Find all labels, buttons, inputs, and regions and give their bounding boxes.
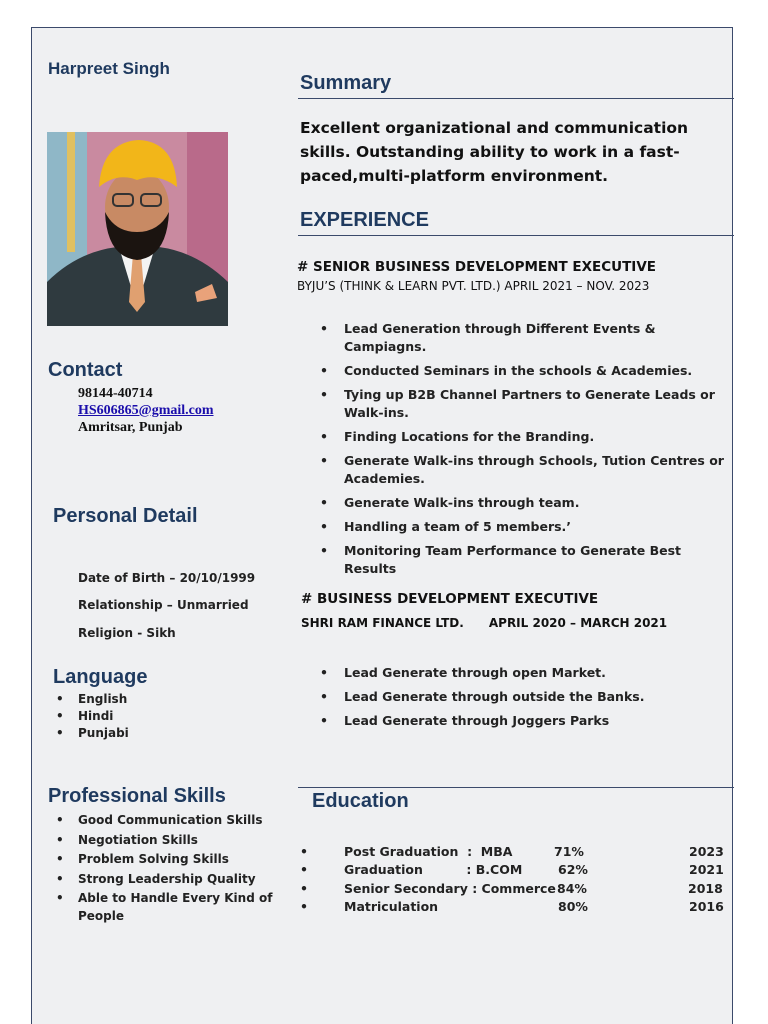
contact-heading: Contact — [48, 359, 123, 381]
skills-list — [48, 812, 278, 925]
list-item: • Strong Leadership Quality — [48, 871, 278, 889]
list-item: • Good Communication Skills — [48, 812, 278, 830]
education-year: 2016 — [689, 899, 724, 914]
language-list — [48, 691, 129, 742]
job-company: BYJU’S (THINK & LEARN PVT. LTD.) APRIL 2021 – NOV. 2023 — [297, 279, 650, 293]
list-item: • Generate Walk-ins through team. — [300, 494, 730, 512]
list-item: • Lead Generate through open Market. — [300, 664, 730, 682]
education-row: • Post Graduation : MBA 71% 2023 — [300, 844, 724, 859]
education-percent: 71% — [554, 844, 584, 859]
education-degree: Matriculation — [344, 899, 439, 914]
education-year: 2018 — [688, 881, 723, 896]
experience-divider — [298, 235, 734, 236]
contact-location: Amritsar, Punjab — [78, 420, 183, 435]
list-item: • Finding Locations for the Branding. — [300, 428, 730, 446]
summary-heading: Summary — [300, 72, 392, 94]
contact-email-link[interactable]: HS606865@gmail.com — [78, 403, 214, 418]
education-row: • Matriculation 80% 2016 — [300, 899, 724, 914]
list-item: • Able to Handle Every Kind of People — [48, 890, 278, 925]
list-item: • Hindi — [48, 708, 129, 725]
list-item: • English — [48, 691, 129, 708]
list-item: • Generate Walk-ins through Schools, Tution Centres or Academies. — [300, 452, 730, 488]
education-degree: Post Graduation : MBA — [344, 844, 513, 859]
summary-divider — [298, 98, 734, 99]
job-title: # BUSINESS DEVELOPMENT EXECUTIVE — [301, 591, 599, 607]
list-item: • Lead Generate through outside the Banks. — [300, 688, 730, 706]
profile-photo — [47, 132, 228, 326]
list-item: • Punjabi — [48, 725, 129, 742]
job-bullets — [300, 664, 730, 736]
education-percent: 62% — [558, 862, 588, 877]
list-item: • Negotiation Skills — [48, 832, 278, 850]
list-item: • Lead Generate through Joggers Parks — [300, 712, 730, 730]
education-row: • Graduation : B.COM 62% 2021 — [300, 862, 724, 877]
contact-block — [78, 385, 214, 436]
education-degree: Senior Secondary : Commerce — [344, 881, 556, 896]
education-divider — [298, 787, 734, 788]
candidate-name: Harpreet Singh — [48, 59, 170, 78]
education-heading: Education — [312, 790, 409, 812]
list-item: • Handling a team of 5 members.’ — [300, 518, 730, 536]
list-item: • Problem Solving Skills — [48, 851, 278, 869]
list-item: • Tying up B2B Channel Partners to Generate Leads or Walk-ins. — [300, 386, 730, 422]
list-item: • Conducted Seminars in the schools & Academies. — [300, 362, 730, 380]
education-row: • Senior Secondary : Commerce 84% 2018 — [300, 881, 723, 896]
personal-dob: Date of Birth – 20/10/1999 — [78, 571, 256, 585]
education-year: 2023 — [689, 844, 724, 859]
personal-relationship: Relationship – Unmarried — [78, 598, 249, 612]
personal-religion: Religion - Sikh — [78, 626, 176, 640]
job-title: # SENIOR BUSINESS DEVELOPMENT EXECUTIVE — [297, 259, 656, 275]
education-degree: Graduation : B.COM — [344, 862, 523, 877]
list-item: • Lead Generation through Different Events & Campiagns. — [300, 320, 730, 356]
education-percent: 84% — [557, 881, 587, 896]
education-year: 2021 — [689, 862, 724, 877]
resume-page — [31, 27, 733, 1024]
education-percent: 80% — [558, 899, 588, 914]
language-heading: Language — [53, 666, 148, 688]
experience-heading: EXPERIENCE — [300, 209, 429, 231]
professional-skills-heading: Professional Skills — [48, 785, 226, 807]
job-bullets — [300, 320, 730, 584]
personal-detail-heading: Personal Detail — [53, 505, 198, 527]
contact-phone: 98144-40714 — [78, 386, 153, 401]
summary-text: Excellent organizational and communication skills. Outstanding ability to work in a fast-paced,multi-platform environment. — [300, 119, 689, 185]
job-company: SHRI RAM FINANCE LTD. APRIL 2020 – MARCH 2021 — [301, 616, 668, 630]
list-item: • Monitoring Team Performance to Generate Best Results — [300, 542, 730, 578]
